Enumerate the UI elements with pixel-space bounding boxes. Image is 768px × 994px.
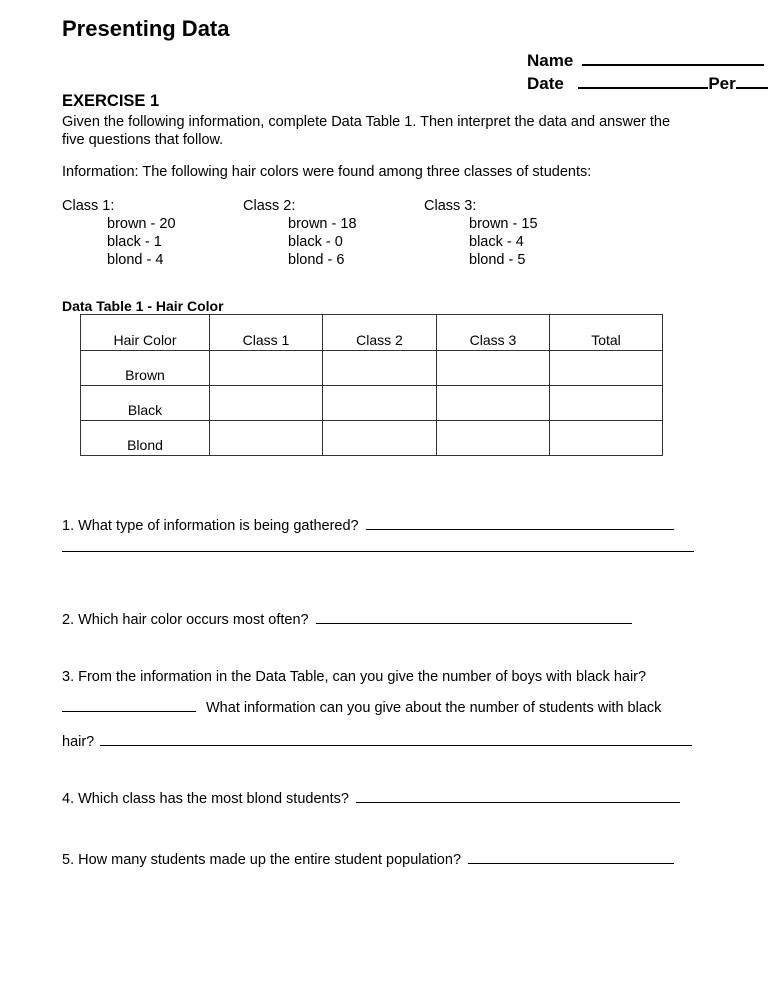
exercise-heading: EXERCISE 1: [62, 92, 160, 110]
header-cell: Total: [550, 315, 663, 351]
name-input-line[interactable]: [582, 50, 764, 66]
blank-cell[interactable]: [437, 386, 550, 421]
question-3-text-c: hair?: [62, 734, 95, 750]
answer-line-3b[interactable]: [100, 733, 692, 746]
period-input-line[interactable]: [736, 73, 768, 89]
date-label: Date: [527, 74, 564, 93]
instructions-line-1: Given the following information, complete Data Table 1. Then interpret the data and answer the: [62, 114, 671, 130]
blank-cell[interactable]: [550, 386, 663, 421]
class-item: brown - 18: [288, 216, 357, 232]
class-item: blond - 5: [469, 252, 526, 268]
question-3: 3. From the information in the Data Table, can you give the number of boys with black hair?: [62, 669, 647, 685]
class-2-info: [243, 197, 357, 269]
blank-cell[interactable]: [437, 421, 550, 456]
question-1: [62, 517, 674, 534]
question-4: [62, 790, 680, 807]
answer-line-1[interactable]: [366, 517, 674, 530]
class-3-info: [424, 197, 538, 269]
question-3-part-3: [62, 733, 692, 750]
question-2: [62, 611, 632, 628]
blank-cell[interactable]: [437, 351, 550, 386]
header-cell: Class 2: [323, 315, 437, 351]
answer-line-3a[interactable]: [62, 699, 196, 712]
table-row: [81, 421, 663, 456]
class-label: Class 2:: [243, 198, 296, 214]
answer-line-2[interactable]: [316, 611, 632, 624]
class-item: black - 4: [469, 234, 524, 250]
class-item: black - 1: [107, 234, 162, 250]
page-title: Presenting Data: [62, 16, 230, 41]
answer-line-5[interactable]: [468, 851, 674, 864]
class-item: blond - 6: [288, 252, 345, 268]
question-3-part-2: [62, 699, 661, 716]
blank-cell[interactable]: [550, 421, 663, 456]
class-item: blond - 4: [107, 252, 164, 268]
name-field: [527, 50, 764, 71]
information-text: Information: The following hair colors were found among three classes of students:: [62, 164, 592, 180]
row-label: Black: [81, 386, 210, 421]
data-table: [80, 314, 663, 456]
name-label: Name: [527, 51, 574, 70]
date-input-line[interactable]: [578, 73, 708, 89]
blank-cell[interactable]: [323, 421, 437, 456]
question-4-text: 4. Which class has the most blond students?: [62, 791, 349, 807]
blank-cell[interactable]: [323, 386, 437, 421]
class-item: brown - 15: [469, 216, 538, 232]
question-3-text-b: What information can you give about the number of students with black: [206, 700, 662, 716]
row-label: Brown: [81, 351, 210, 386]
class-1-info: [62, 197, 176, 269]
table-header-row: [81, 315, 663, 351]
instructions-line-2: five questions that follow.: [62, 132, 224, 148]
header-cell: Hair Color: [81, 315, 210, 351]
table-row: [81, 351, 663, 386]
question-5-text: 5. How many students made up the entire student population?: [62, 852, 462, 868]
class-label: Class 3:: [424, 198, 477, 214]
date-field: [527, 73, 768, 94]
answer-line-4[interactable]: [356, 790, 680, 803]
data-table-title: Data Table 1 - Hair Color: [62, 298, 224, 314]
blank-cell[interactable]: [550, 351, 663, 386]
question-2-text: 2. Which hair color occurs most often?: [62, 612, 309, 628]
blank-cell[interactable]: [210, 421, 323, 456]
class-label: Class 1:: [62, 198, 115, 214]
table-row: [81, 386, 663, 421]
instructions: [62, 113, 670, 149]
question-5: [62, 851, 674, 868]
period-label: Per: [708, 74, 736, 93]
class-item: black - 0: [288, 234, 343, 250]
question-1-text: 1. What type of information is being gathered?: [62, 518, 359, 534]
row-label: Blond: [81, 421, 210, 456]
header-cell: Class 1: [210, 315, 323, 351]
class-item: brown - 20: [107, 216, 176, 232]
blank-cell[interactable]: [323, 351, 437, 386]
header-cell: Class 3: [437, 315, 550, 351]
answer-line-1b[interactable]: [62, 551, 694, 552]
blank-cell[interactable]: [210, 351, 323, 386]
blank-cell[interactable]: [210, 386, 323, 421]
